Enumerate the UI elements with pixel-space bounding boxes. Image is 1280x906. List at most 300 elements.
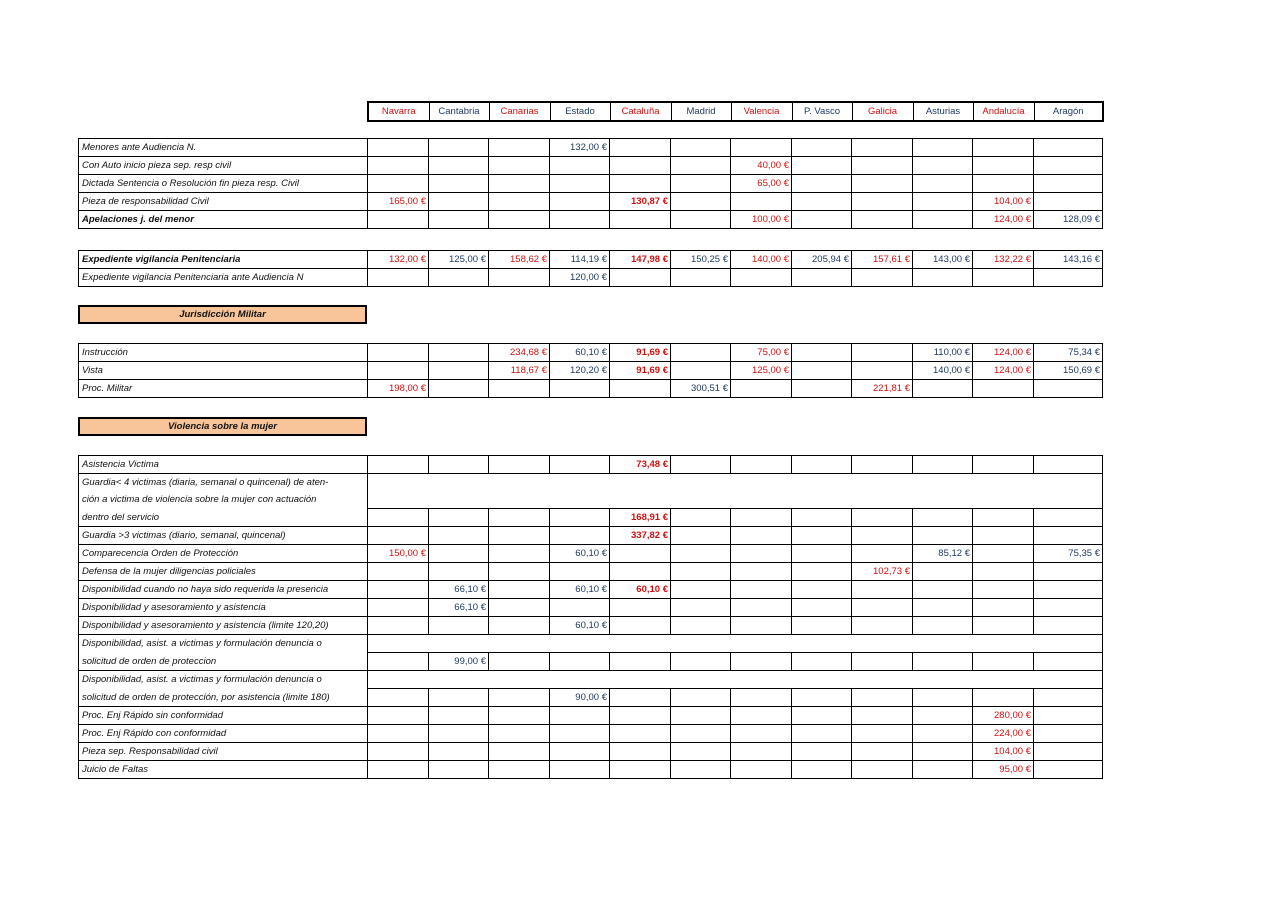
value-cell	[429, 269, 489, 287]
value-cell: 168,91 €	[610, 509, 671, 527]
value-cell	[610, 139, 671, 157]
value-cell	[550, 527, 610, 545]
value-cell	[1034, 456, 1103, 474]
value-cell	[913, 175, 973, 193]
table-row	[79, 193, 1103, 211]
table-row	[79, 491, 1103, 509]
value-cell	[671, 527, 731, 545]
value-cell	[671, 139, 731, 157]
value-cell	[610, 269, 671, 287]
value-cell	[1034, 581, 1103, 599]
value-cell	[671, 689, 731, 707]
region-header: Valencia	[731, 102, 792, 121]
row-label: Disponibilidad y asesoramiento y asistencia	[79, 599, 368, 617]
value-cell	[489, 175, 550, 193]
value-cell: 130,87 €	[610, 193, 671, 211]
value-cell	[550, 599, 610, 617]
row-label: Disponibilidad y asesoramiento y asistencia (limite 120,20)	[79, 617, 368, 635]
value-cell	[792, 509, 852, 527]
value-cell	[731, 456, 792, 474]
region-header: Aragón	[1034, 102, 1103, 121]
value-cell	[368, 157, 429, 175]
value-cell	[671, 157, 731, 175]
value-cell	[792, 743, 852, 761]
value-cell	[368, 175, 429, 193]
table-penitentiary	[78, 250, 1103, 287]
value-cell	[731, 761, 792, 779]
table-row	[79, 707, 1103, 725]
value-cell	[550, 211, 610, 229]
value-cell: 143,16 €	[1034, 251, 1103, 269]
value-cell	[852, 362, 913, 380]
value-cell	[429, 362, 489, 380]
value-cell	[489, 689, 550, 707]
table-row	[79, 456, 1103, 474]
value-cell	[489, 617, 550, 635]
value-cell: 114,19 €	[550, 251, 610, 269]
value-cell	[1034, 707, 1103, 725]
value-cell	[792, 456, 852, 474]
value-cell	[913, 139, 973, 157]
region-header: Canarias	[489, 102, 550, 121]
value-cell	[792, 563, 852, 581]
value-cell	[913, 617, 973, 635]
value-cell	[973, 599, 1034, 617]
value-cell	[852, 157, 913, 175]
table-row	[79, 671, 1103, 689]
table-row	[79, 362, 1103, 380]
table-row	[79, 581, 1103, 599]
row-label: Con Auto inicio pieza sep. resp civil	[79, 157, 368, 175]
table-violence	[78, 455, 1103, 779]
row-label: Pieza de responsabilidad Civil	[79, 193, 368, 211]
value-cell	[671, 761, 731, 779]
value-cell: 198,00 €	[368, 380, 429, 398]
value-cell	[429, 175, 489, 193]
row-label: Menores ante Audiencia N.	[79, 139, 368, 157]
value-cell	[852, 139, 913, 157]
value-cell	[489, 653, 550, 671]
table-row	[79, 563, 1103, 581]
value-cell	[792, 545, 852, 563]
value-cell	[671, 707, 731, 725]
value-cell	[610, 689, 671, 707]
value-cell	[792, 193, 852, 211]
value-cell: 300,51 €	[671, 380, 731, 398]
value-cell	[1034, 725, 1103, 743]
value-cell	[610, 617, 671, 635]
value-cell	[550, 725, 610, 743]
row-label: Expediente vigilancia Penitenciaria ante Audiencia N	[79, 269, 368, 287]
value-cell	[852, 175, 913, 193]
value-cell	[489, 563, 550, 581]
value-cell	[550, 456, 610, 474]
table-row	[79, 380, 1103, 398]
value-cell	[913, 653, 973, 671]
value-cell	[913, 269, 973, 287]
value-cell	[368, 362, 429, 380]
value-cell	[671, 581, 731, 599]
value-cell: 224,00 €	[973, 725, 1034, 743]
value-cell	[671, 344, 731, 362]
row-label: Disponibilidad cuando no haya sido requerida la presencia	[79, 581, 368, 599]
value-cell	[489, 725, 550, 743]
value-cell	[489, 269, 550, 287]
value-cell: 150,69 €	[1034, 362, 1103, 380]
table-row	[79, 211, 1103, 229]
table-row	[79, 617, 1103, 635]
value-cell: 140,00 €	[731, 251, 792, 269]
value-cell	[368, 743, 429, 761]
value-cell: 60,10 €	[550, 344, 610, 362]
value-cell	[610, 761, 671, 779]
merged-cell	[368, 491, 1103, 509]
value-cell	[429, 211, 489, 229]
value-cell	[913, 689, 973, 707]
value-cell: 157,61 €	[852, 251, 913, 269]
value-cell	[610, 380, 671, 398]
value-cell	[792, 344, 852, 362]
row-label: Proc. Militar	[79, 380, 368, 398]
table-row	[79, 653, 1103, 671]
region-header: Navarra	[368, 102, 429, 121]
value-cell: 75,35 €	[1034, 545, 1103, 563]
value-cell: 91,69 €	[610, 344, 671, 362]
value-cell	[913, 193, 973, 211]
value-cell	[973, 157, 1034, 175]
value-cell	[731, 725, 792, 743]
table-row	[79, 761, 1103, 779]
value-cell	[429, 689, 489, 707]
value-cell	[913, 743, 973, 761]
value-cell	[731, 617, 792, 635]
value-cell: 165,00 €	[368, 193, 429, 211]
value-cell	[368, 599, 429, 617]
value-cell	[852, 707, 913, 725]
value-cell: 234,68 €	[489, 344, 550, 362]
value-cell	[1034, 617, 1103, 635]
value-cell	[429, 617, 489, 635]
region-header: Madrid	[671, 102, 731, 121]
row-label: Guardia< 4 victimas (diaria, semanal o quincenal) de aten-	[79, 474, 368, 492]
value-cell	[550, 157, 610, 175]
value-cell	[973, 139, 1034, 157]
table-row	[79, 725, 1103, 743]
value-cell	[731, 545, 792, 563]
value-cell	[792, 599, 852, 617]
value-cell	[852, 211, 913, 229]
row-label: solicitud de orden de proteccion	[79, 653, 368, 671]
value-cell	[792, 175, 852, 193]
value-cell	[671, 362, 731, 380]
row-label: Vista	[79, 362, 368, 380]
row-label: Apelaciones j. del menor	[79, 211, 368, 229]
value-cell: 99,00 €	[429, 653, 489, 671]
value-cell: 205,94 €	[792, 251, 852, 269]
value-cell	[368, 653, 429, 671]
value-cell	[792, 725, 852, 743]
value-cell: 147,98 €	[610, 251, 671, 269]
value-cell	[1034, 599, 1103, 617]
value-cell	[489, 707, 550, 725]
value-cell	[731, 380, 792, 398]
value-cell: 132,00 €	[550, 139, 610, 157]
value-cell: 66,10 €	[429, 599, 489, 617]
value-cell	[792, 653, 852, 671]
row-label: Asistencia Victima	[79, 456, 368, 474]
value-cell: 280,00 €	[973, 707, 1034, 725]
value-cell	[368, 509, 429, 527]
table-minors	[78, 138, 1103, 229]
value-cell	[852, 193, 913, 211]
value-cell	[429, 743, 489, 761]
value-cell	[671, 175, 731, 193]
region-header: Galicia	[852, 102, 913, 121]
value-cell: 132,00 €	[368, 251, 429, 269]
value-cell	[792, 617, 852, 635]
table-row	[79, 743, 1103, 761]
value-cell	[913, 707, 973, 725]
table-row	[79, 139, 1103, 157]
row-label: Guardia >3 victimas (diario, semanal, quincenal)	[79, 527, 368, 545]
value-cell	[973, 581, 1034, 599]
value-cell	[852, 456, 913, 474]
value-cell	[792, 581, 852, 599]
value-cell	[489, 139, 550, 157]
value-cell	[610, 599, 671, 617]
value-cell	[550, 653, 610, 671]
value-cell	[792, 139, 852, 157]
value-cell	[671, 563, 731, 581]
value-cell	[731, 269, 792, 287]
value-cell: 221,81 €	[852, 380, 913, 398]
value-cell	[1034, 527, 1103, 545]
value-cell	[429, 527, 489, 545]
value-cell: 118,67 €	[489, 362, 550, 380]
value-cell	[852, 581, 913, 599]
value-cell	[550, 563, 610, 581]
value-cell	[610, 743, 671, 761]
value-cell	[368, 456, 429, 474]
row-label: Comparecencia Orden de Protección	[79, 545, 368, 563]
value-cell	[731, 581, 792, 599]
region-header: Asturias	[913, 102, 973, 121]
value-cell	[731, 599, 792, 617]
value-cell	[489, 761, 550, 779]
row-label: Disponibilidad, asist. a victimas y formulación denuncia o	[79, 635, 368, 653]
table-row	[79, 344, 1103, 362]
value-cell	[913, 581, 973, 599]
value-cell	[671, 456, 731, 474]
value-cell	[610, 545, 671, 563]
value-cell	[731, 707, 792, 725]
value-cell: 150,00 €	[368, 545, 429, 563]
value-cell	[852, 509, 913, 527]
value-cell	[368, 563, 429, 581]
value-cell: 120,20 €	[550, 362, 610, 380]
region-header: Cataluña	[610, 102, 671, 121]
value-cell	[429, 563, 489, 581]
value-cell	[1034, 175, 1103, 193]
value-cell	[973, 653, 1034, 671]
value-cell: 158,62 €	[489, 251, 550, 269]
row-label: solicitud de orden de protección, por asistencia (limite 180)	[79, 689, 368, 707]
value-cell	[731, 563, 792, 581]
value-cell	[610, 157, 671, 175]
value-cell	[610, 725, 671, 743]
value-cell: 104,00 €	[973, 743, 1034, 761]
value-cell	[610, 211, 671, 229]
value-cell	[1034, 193, 1103, 211]
value-cell	[429, 707, 489, 725]
value-cell	[852, 725, 913, 743]
value-cell: 120,00 €	[550, 269, 610, 287]
value-cell: 60,10 €	[610, 581, 671, 599]
value-cell	[792, 761, 852, 779]
value-cell: 125,00 €	[429, 251, 489, 269]
value-cell	[731, 653, 792, 671]
value-cell: 91,69 €	[610, 362, 671, 380]
value-cell	[489, 527, 550, 545]
value-cell	[368, 269, 429, 287]
value-cell	[368, 689, 429, 707]
value-cell	[489, 157, 550, 175]
row-label: Pieza sep. Responsabilidad civil	[79, 743, 368, 761]
value-cell	[671, 545, 731, 563]
table-military	[78, 343, 1103, 398]
value-cell	[1034, 157, 1103, 175]
value-cell	[671, 211, 731, 229]
table-row	[79, 689, 1103, 707]
table-row	[79, 251, 1103, 269]
value-cell	[368, 707, 429, 725]
value-cell: 124,00 €	[973, 211, 1034, 229]
value-cell	[792, 157, 852, 175]
merged-cell	[368, 671, 1103, 689]
value-cell	[671, 725, 731, 743]
value-cell	[973, 617, 1034, 635]
value-cell	[792, 211, 852, 229]
value-cell: 337,82 €	[610, 527, 671, 545]
value-cell	[731, 527, 792, 545]
value-cell	[550, 761, 610, 779]
value-cell	[671, 269, 731, 287]
value-cell	[429, 193, 489, 211]
value-cell: 66,10 €	[429, 581, 489, 599]
value-cell	[913, 509, 973, 527]
table-row	[79, 157, 1103, 175]
value-cell	[973, 527, 1034, 545]
table-row	[79, 175, 1103, 193]
value-cell: 102,73 €	[852, 563, 913, 581]
value-cell	[429, 509, 489, 527]
value-cell	[731, 689, 792, 707]
table-row	[79, 509, 1103, 527]
value-cell: 110,00 €	[913, 344, 973, 362]
value-cell	[913, 157, 973, 175]
value-cell	[852, 617, 913, 635]
value-cell: 95,00 €	[973, 761, 1034, 779]
value-cell: 75,34 €	[1034, 344, 1103, 362]
value-cell	[368, 527, 429, 545]
value-cell	[429, 456, 489, 474]
value-cell	[852, 689, 913, 707]
value-cell	[368, 617, 429, 635]
value-cell: 150,25 €	[671, 251, 731, 269]
value-cell	[913, 380, 973, 398]
value-cell	[1034, 269, 1103, 287]
value-cell	[368, 344, 429, 362]
value-cell	[489, 599, 550, 617]
value-cell	[429, 545, 489, 563]
value-cell	[1034, 689, 1103, 707]
value-cell	[368, 139, 429, 157]
value-cell	[731, 509, 792, 527]
value-cell	[792, 269, 852, 287]
value-cell	[489, 380, 550, 398]
value-cell	[368, 725, 429, 743]
value-cell	[913, 761, 973, 779]
value-cell	[610, 563, 671, 581]
value-cell	[913, 599, 973, 617]
value-cell	[973, 545, 1034, 563]
value-cell	[550, 175, 610, 193]
value-cell	[973, 456, 1034, 474]
row-label: Defensa de la mujer diligencias policiales	[79, 563, 368, 581]
merged-cell	[368, 474, 1103, 492]
value-cell: 75,00 €	[731, 344, 792, 362]
value-cell	[550, 380, 610, 398]
value-cell: 125,00 €	[731, 362, 792, 380]
value-cell	[973, 509, 1034, 527]
table-row	[79, 527, 1103, 545]
value-cell	[610, 707, 671, 725]
table-row	[79, 474, 1103, 492]
value-cell	[489, 743, 550, 761]
section-military-heading: Jurisdicción Militar	[78, 305, 367, 324]
value-cell: 85,12 €	[913, 545, 973, 563]
value-cell	[973, 380, 1034, 398]
value-cell	[852, 653, 913, 671]
value-cell	[550, 707, 610, 725]
value-cell	[429, 725, 489, 743]
value-cell: 143,00 €	[913, 251, 973, 269]
value-cell	[973, 689, 1034, 707]
value-cell	[913, 527, 973, 545]
value-cell	[792, 527, 852, 545]
value-cell	[1034, 380, 1103, 398]
value-cell: 132,22 €	[973, 251, 1034, 269]
section-violence-heading: Violencia sobre la mujer	[78, 417, 367, 436]
value-cell	[731, 743, 792, 761]
value-cell	[913, 456, 973, 474]
value-cell	[429, 139, 489, 157]
value-cell	[671, 193, 731, 211]
value-cell	[489, 211, 550, 229]
row-label: Instrucción	[79, 344, 368, 362]
value-cell	[792, 689, 852, 707]
value-cell	[610, 653, 671, 671]
row-label: dentro del servicio	[79, 509, 368, 527]
value-cell	[973, 175, 1034, 193]
value-cell	[429, 344, 489, 362]
value-cell	[550, 193, 610, 211]
value-cell: 65,00 €	[731, 175, 792, 193]
value-cell	[550, 509, 610, 527]
value-cell	[731, 193, 792, 211]
value-cell	[792, 707, 852, 725]
value-cell	[913, 211, 973, 229]
